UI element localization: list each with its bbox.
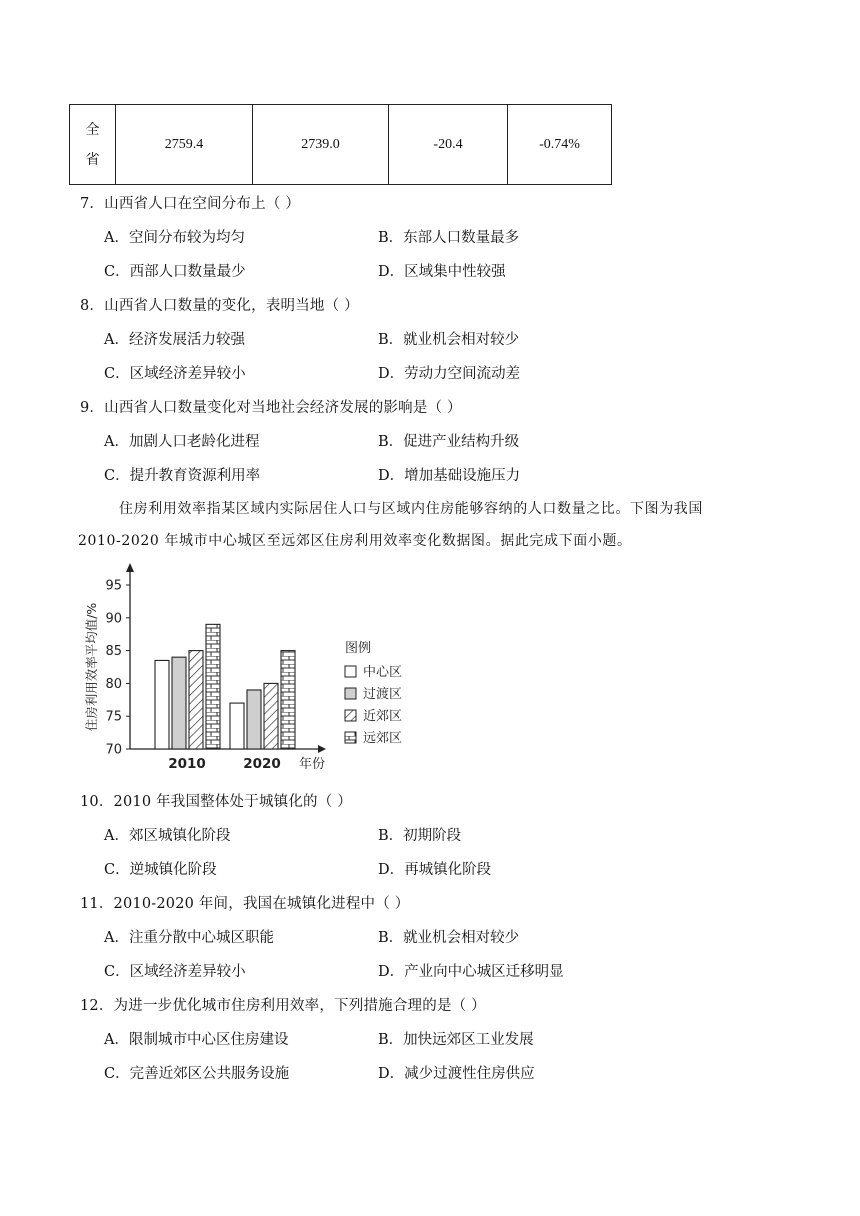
option-12c[interactable]: C．完善近郊区公共服务设施 [104, 1066, 290, 1082]
question-7: 7．山西省人口在空间分布上（ ） [80, 196, 301, 212]
table-cell: -20.4 [389, 105, 508, 185]
x-axis-arrow [318, 745, 326, 753]
option-10d[interactable]: D．再城镇化阶段 [378, 862, 492, 878]
question-8: 8．山西省人口数量的变化，表明当地（ ） [80, 298, 359, 314]
y-tick-label: 75 [105, 709, 122, 725]
option-8d[interactable]: D．劳动力空间流动差 [378, 366, 521, 382]
row-label-2: 省 [85, 151, 100, 168]
x-axis-label: 年份 [298, 757, 326, 772]
legend-label-过渡区: 过渡区 [363, 687, 403, 702]
option-8b[interactable]: B．就业机会相对较少 [378, 332, 520, 348]
y-tick-label: 85 [105, 644, 122, 660]
option-9c[interactable]: C．提升教育资源利用率 [104, 468, 261, 484]
question-9: 9．山西省人口数量变化对当地社会经济发展的影响是（ ） [80, 400, 462, 416]
question-11: 11．2010-2020 年间，我国在城镇化进程中（ ） [80, 896, 410, 912]
row-label-1: 全 [85, 121, 100, 138]
x-tick-label: 2010 [168, 756, 206, 772]
bar-中心区-2020 [230, 703, 244, 749]
option-7a[interactable]: A．空间分布较为均匀 [104, 230, 245, 246]
y-axis-arrow [126, 563, 134, 572]
legend-label-中心区: 中心区 [363, 665, 403, 680]
option-12d[interactable]: D．减少过渡性住房供应 [378, 1066, 535, 1082]
bar-远郊区-2020 [281, 651, 295, 749]
row-header-province [70, 105, 116, 185]
option-9a[interactable]: A．加剧人口老龄化进程 [104, 434, 260, 450]
question-10: 10．2010 年我国整体处于城镇化的（ ） [80, 794, 352, 810]
option-11a[interactable]: A．注重分散中心城区职能 [104, 930, 274, 946]
option-11c[interactable]: C．区域经济差异较小 [104, 964, 246, 980]
legend-title: 图例 [345, 641, 372, 656]
legend-swatch-过渡区 [345, 688, 356, 699]
legend-swatch-中心区 [345, 666, 356, 677]
option-9b[interactable]: B．促进产业结构升级 [378, 434, 520, 450]
passage-line-1: 住房利用效率指某区域内实际居住人口与区域内住房能够容纳的人口数量之比。下图为我国 [119, 501, 703, 517]
option-10c[interactable]: C．逆城镇化阶段 [104, 862, 217, 878]
question-12: 12．为进一步优化城市住房利用效率，下列措施合理的是（ ） [80, 998, 486, 1014]
legend-swatch-远郊区 [345, 732, 356, 743]
bar-过渡区-2020 [247, 690, 261, 749]
option-12b[interactable]: B．加快远郊区工业发展 [378, 1032, 534, 1048]
option-11d[interactable]: D．产业向中心城区迁移明显 [378, 964, 564, 980]
option-10b[interactable]: B．初期阶段 [378, 828, 462, 844]
bar-近郊区-2010 [189, 651, 203, 749]
option-7d[interactable]: D．区域集中性较强 [378, 264, 506, 280]
option-9d[interactable]: D．增加基础设施压力 [378, 468, 521, 484]
table-cell: 2759.4 [116, 105, 253, 185]
bar-过渡区-2010 [172, 657, 186, 749]
table-cell: 2739.0 [253, 105, 389, 185]
table-cell: -0.74% [508, 105, 612, 185]
bar-中心区-2010 [155, 660, 169, 749]
legend-label-近郊区: 近郊区 [363, 709, 403, 724]
x-tick-label: 2020 [243, 756, 281, 772]
option-7c[interactable]: C．西部人口数量最少 [104, 264, 246, 280]
population-table [69, 104, 612, 185]
legend-swatch-近郊区 [345, 710, 356, 721]
y-tick-label: 70 [105, 742, 122, 758]
option-10a[interactable]: A．郊区城镇化阶段 [104, 828, 231, 844]
y-tick-label: 80 [105, 676, 122, 692]
option-8a[interactable]: A．经济发展活力较强 [104, 332, 245, 348]
option-11b[interactable]: B．就业机会相对较少 [378, 930, 520, 946]
y-axis-label: 住房利用效率平均值/% [84, 602, 99, 732]
option-12a[interactable]: A．限制城市中心区住房建设 [104, 1032, 289, 1048]
legend-label-远郊区: 远郊区 [363, 731, 403, 746]
bar-近郊区-2020 [264, 683, 278, 749]
passage-line-2: 2010-2020 年城市中心城区至远郊区住房利用效率变化数据图。据此完成下面小题。 [78, 533, 632, 549]
bar-远郊区-2010 [206, 624, 220, 749]
option-8c[interactable]: C．区域经济差异较小 [104, 366, 246, 382]
y-tick-label: 95 [105, 578, 122, 594]
option-7b[interactable]: B．东部人口数量最多 [378, 230, 520, 246]
housing-efficiency-chart [70, 560, 430, 780]
table-row [70, 105, 612, 185]
y-tick-label: 90 [105, 611, 122, 627]
